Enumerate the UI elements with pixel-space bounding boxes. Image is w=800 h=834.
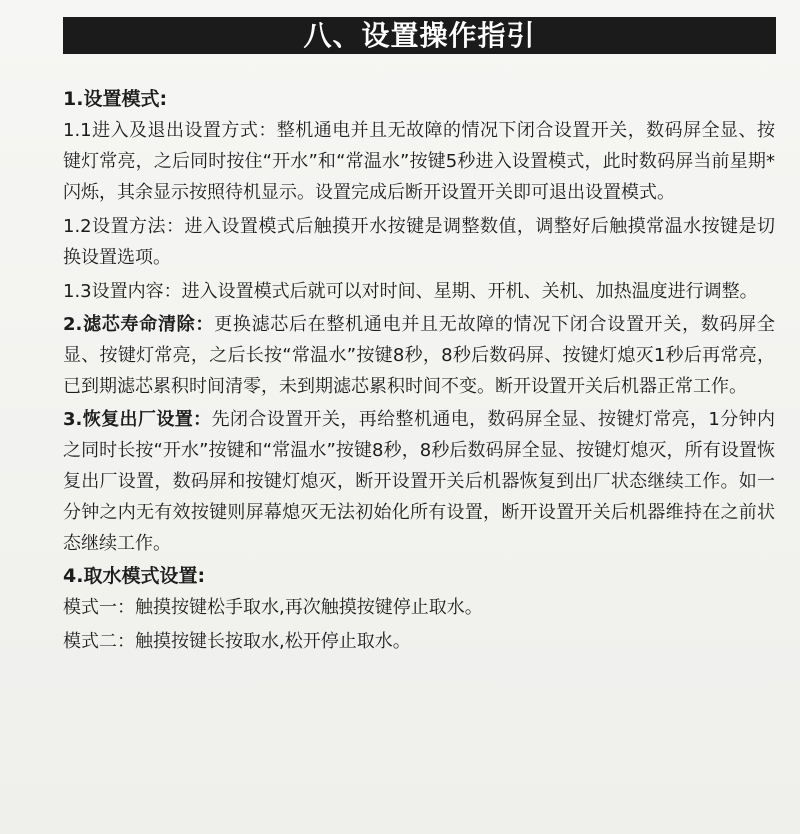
factory-reset-paragraph [63,404,775,559]
instructions-body [63,84,775,657]
section-title: 八、设置操作指引 [303,19,536,52]
water-mode-one: 模式一：触摸按键松手取水,再次触摸按键停止取水。 [63,597,483,618]
setting-mode-heading: 1.设置模式: [63,88,168,110]
water-mode-heading: 4.取水模式设置: [63,565,206,587]
setting-method-paragraph: 1.2设置方法：进入设置模式后触摸开水按键是调整数值，调整好后触摸常温水按键是切换设置选项。 [63,216,775,268]
filter-reset-heading: 2.滤芯寿命清除： [63,314,215,335]
filter-reset-paragraph [63,309,775,402]
factory-reset-heading: 3.恢复出厂设置： [63,409,212,430]
factory-reset-text: 先闭合设置开关，再给整机通电，数码屏全显、按键灯常亮，1分钟内之同时长按“开水”按键和“常温水”按键8秒，8秒后数码屏全显、按键灯熄灭，所有设置恢复出厂设置，数码屏和按键灯熄灭，断开设置开关后机器恢复到出厂状态继续工作。如一分钟之内无有效按键则屏幕熄灭无法初始化所有设置，断开设置开关后机器维持在之前状态继续工作。 [63,409,775,554]
setting-content-paragraph: 1.3设置内容：进入设置模式后就可以对时间、星期、开机、关机、加热温度进行调整。 [63,281,758,302]
enter-exit-setting-paragraph: 1.1进入及退出设置方式：整机通电并且无故障的情况下闭合设置开关，数码屏全显、按键灯常亮，之后同时按住“开水”和“常温水”按键5秒进入设置模式，此时数码屏当前星期*闪烁，其余显示按照待机显示。设置完成后断开设置开关即可退出设置模式。 [63,120,775,203]
filter-reset-text: 更换滤芯后在整机通电并且无故障的情况下闭合设置开关，数码屏全显、按键灯常亮，之后长按“常温水”按键8秒，8秒后数码屏、按键灯熄灭1秒后再常亮，已到期滤芯累积时间清零，未到期滤芯累积时间不变。断开设置开关后机器正常工作。 [63,314,775,397]
water-mode-two: 模式二：触摸按键长按取水,松开停止取水。 [63,631,411,652]
section-title-bar [63,17,776,54]
